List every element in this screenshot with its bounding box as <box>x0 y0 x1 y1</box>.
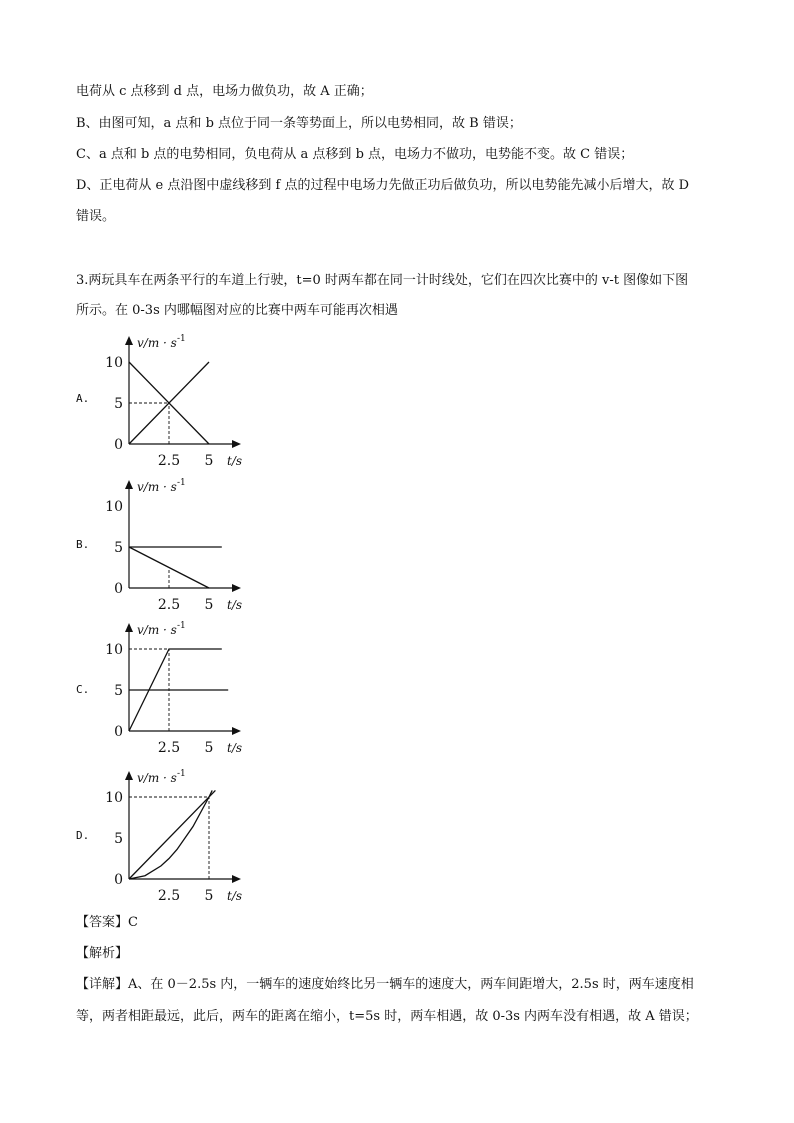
y-tick-label: 5 <box>114 831 123 847</box>
y-axis-arrow <box>125 480 133 489</box>
solution-line: C、a 点和 b 点的电势相同，负电荷从 a 点移到 b 点，电场力不做功，电势能不变。故 C 错误； <box>76 147 634 162</box>
option-label-d: D. <box>76 829 90 842</box>
y-axis-label-exponent: -1 <box>177 769 186 779</box>
y-axis-label-exponent: -1 <box>177 478 186 488</box>
option-label-c: C. <box>76 683 90 696</box>
y-axis-arrow <box>125 336 133 345</box>
x-tick-label: 5 <box>204 740 214 756</box>
solution-line: B、由图可知，a 点和 b 点位于同一条等势面上，所以电势相同，故 B 错误； <box>76 116 522 131</box>
y-tick-label: 0 <box>114 437 123 453</box>
question-line: 所示。在 0-3s 内哪幅图对应的比赛中两车可能再次相遇 <box>76 303 398 318</box>
analysis-title: 【解析】 <box>76 946 129 961</box>
chart-option-c <box>100 621 250 756</box>
y-tick-label: 5 <box>114 540 123 556</box>
y-axis-label-exponent: -1 <box>177 621 186 631</box>
y-axis-label: v/m · s <box>137 623 177 637</box>
solution-line: 错误。 <box>76 209 116 224</box>
y-tick-label: 10 <box>105 499 123 515</box>
y-tick-label: 10 <box>105 355 123 371</box>
x-axis-label: t/s <box>227 454 243 468</box>
y-tick-label: 0 <box>114 581 123 597</box>
y-tick-label: 0 <box>114 724 123 740</box>
x-tick-label: 2.5 <box>157 888 181 904</box>
question-line: 3.两玩具车在两条平行的车道上行驶，t=0 时两车都在同一计时线处，它们在四次比赛中的 v-t 图像如下图 <box>76 273 689 288</box>
x-tick-label: 5 <box>204 888 214 904</box>
solution-line: D、正电荷从 e 点沿图中虚线移到 f 点的过程中电场力先做正功后做负功，所以电势能先减小后增大，故 D <box>76 178 690 193</box>
x-tick-label: 2.5 <box>157 597 181 613</box>
y-axis-arrow <box>125 771 133 780</box>
y-axis-arrow <box>125 623 133 632</box>
answer-line: 【答案】C <box>76 915 138 930</box>
y-tick-label: 5 <box>114 396 123 412</box>
x-axis-arrow <box>232 440 241 448</box>
y-axis-label: v/m · s <box>137 480 177 494</box>
x-axis-arrow <box>232 584 241 592</box>
detail-line: 等，两者相距最远，此后，两车的距离在缩小，t=5s 时，两车相遇，故 0-3s 内两车没有相遇，故 A 错误； <box>76 1009 698 1024</box>
chart-option-b <box>100 478 250 613</box>
y-tick-label: 5 <box>114 683 123 699</box>
y-axis-label: v/m · s <box>137 771 177 785</box>
y-axis-label: v/m · s <box>137 336 177 350</box>
detail-line: 【详解】A、在 0－2.5s 内，一辆车的速度始终比另一辆车的速度大，两车间距增大，2.5s 时，两车速度相 <box>76 977 694 992</box>
x-tick-label: 2.5 <box>157 453 181 469</box>
x-axis-arrow <box>232 727 241 735</box>
x-tick-label: 2.5 <box>157 740 181 756</box>
x-axis-label: t/s <box>227 741 243 755</box>
option-label-a: A. <box>76 392 90 405</box>
series-line-1 <box>129 790 215 879</box>
x-axis-label: t/s <box>227 889 243 903</box>
chart-option-d <box>100 769 250 904</box>
y-tick-label: 0 <box>114 872 123 888</box>
y-tick-label: 10 <box>105 642 123 658</box>
x-tick-label: 5 <box>204 453 214 469</box>
x-axis-label: t/s <box>227 598 243 612</box>
option-label-b: B. <box>76 538 90 551</box>
solution-line: 电荷从 c 点移到 d 点，电场力做负功，故 A 正确； <box>76 84 373 99</box>
chart-option-a <box>100 334 250 469</box>
y-axis-label-exponent: -1 <box>177 334 186 344</box>
x-axis-arrow <box>232 875 241 883</box>
x-tick-label: 5 <box>204 597 214 613</box>
y-tick-label: 10 <box>105 790 123 806</box>
